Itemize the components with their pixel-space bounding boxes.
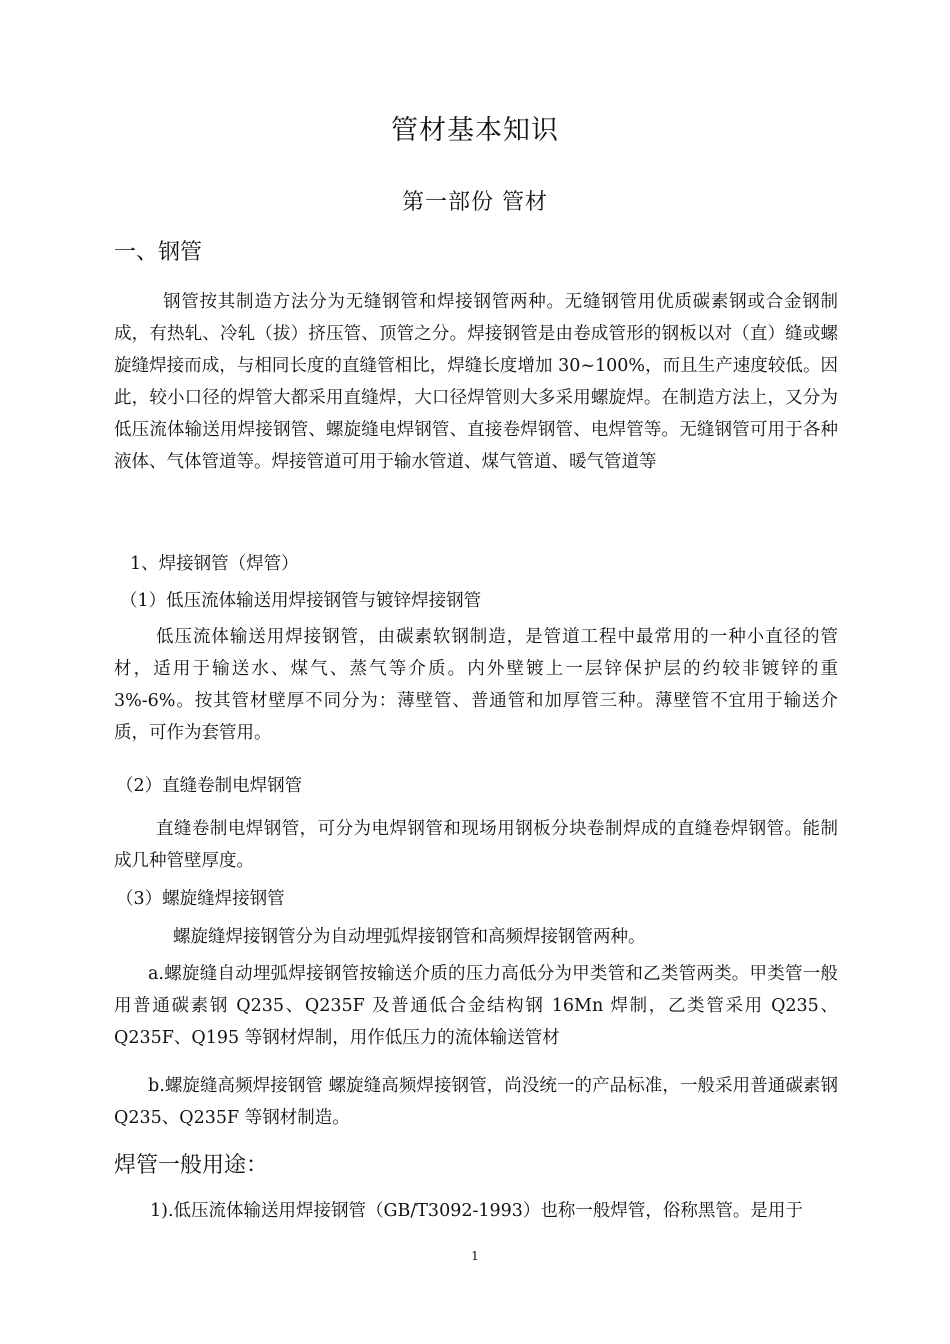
spiral-seam-item-a: a.螺旋缝自动埋弧焊接钢管按输送介质的压力高低分为甲类管和乙类管两类。甲类管一般用普通碳素钢 Q235、Q235F 及普通低合金结构钢 16Mn 焊制，乙类管采用 Q235、Q235F、Q195 等钢材焊制，用作低压力的流体输送管材	[114, 964, 838, 1048]
subheading-welded-pipe: 1、焊接钢管（焊管）	[130, 554, 299, 574]
part-title: 第一部份 管材	[402, 190, 548, 215]
section-heading-steel-pipe: 一、钢管	[114, 240, 203, 265]
subheading-spiral-seam-pipe: （3）螺旋缝焊接钢管	[116, 889, 285, 909]
intro-paragraph: 钢管按其制造方法分为无缝钢管和焊接钢管两种。无缝钢管用优质碳素钢或合金钢制成，有热轧、冷轧（拔）挤压管、顶管之分。焊接钢管是由卷成管形的钢板以对（直）缝或螺旋缝焊接而成，与相同长度的直缝管相比，焊缝长度增加 30~100%，而且生产速度较低。因此，较小口径的焊管大都采用直缝焊，大口径焊管则大多采用螺旋焊。在制造方法上，又分为低压流体输送用焊接钢管、螺旋缝电焊钢管、直接卷焊钢管、电焊管等。无缝钢管可用于各种液体、气体管道等。焊接管道可用于输水管道、煤气管道、暖气管道等	[114, 292, 838, 472]
spiral-seam-item-b: b.螺旋缝高频焊接钢管 螺旋缝高频焊接钢管，尚没统一的产品标准，一般采用普通碳素钢 Q235、Q235F 等钢材制造。	[114, 1076, 838, 1128]
subheading-low-pressure-pipe: （1）低压流体输送用焊接钢管与镀锌焊接钢管	[120, 591, 482, 611]
page-number: 1	[471, 1249, 479, 1263]
page-title: 管材基本知识	[391, 115, 559, 146]
straight-seam-pipe-paragraph: 直缝卷制电焊钢管，可分为电焊钢管和现场用钢板分块卷制焊成的直缝卷焊钢管。能制成几种管壁厚度。	[114, 819, 838, 871]
low-pressure-pipe-paragraph: 低压流体输送用焊接钢管，由碳素软钢制造，是管道工程中最常用的一种小直径的管材，适用于输送水、煤气、蒸气等介质。内外壁镀上一层锌保护层的约较非镀锌的重 3%-6%。按其管材壁厚不同分为：薄壁管、普通管和加厚管三种。薄壁管不宜用于输送介质，可作为套管用。	[114, 627, 838, 743]
spiral-seam-intro: 螺旋缝焊接钢管分为自动埋弧焊接钢管和高频焊接钢管两种。	[173, 927, 646, 947]
subheading-straight-seam-pipe: （2）直缝卷制电焊钢管	[116, 776, 303, 796]
usage-heading: 焊管一般用途：	[114, 1153, 269, 1178]
usage-item-1: 1).低压流体输送用焊接钢管（GB/T3092-1993）也称一般焊管，俗称黑管。是用于	[150, 1201, 803, 1221]
